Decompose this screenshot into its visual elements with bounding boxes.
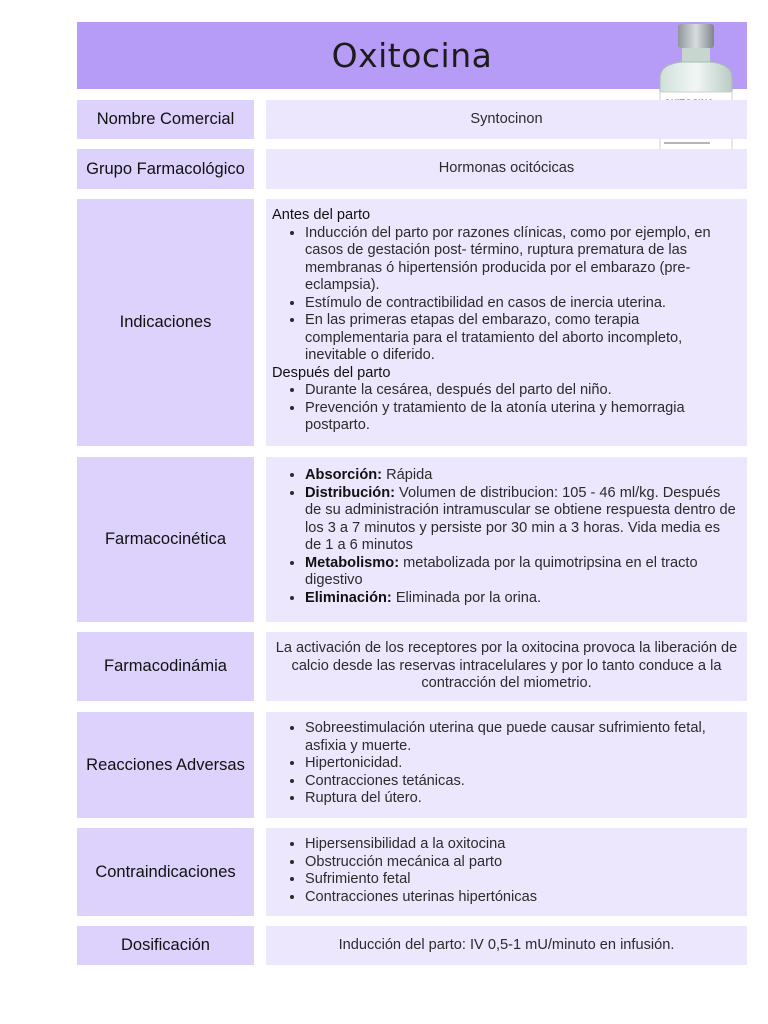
row-dosificacion (77, 926, 747, 965)
label-reacciones-adversas: Reacciones Adversas (77, 712, 254, 818)
list-item: • Estímulo de contractibilidad en casos de inercia uterina. (305, 295, 739, 313)
label-nombre-comercial: Nombre Comercial (77, 100, 254, 139)
list-item: • Inducción del parto por razones clínicas, como por ejemplo, en casos de gestación post- término, ruptura prematura de las membranas ó hipertensión producida por el embarazo (pre-eclampsia). (305, 225, 739, 295)
row-indicaciones (77, 199, 747, 446)
value-grupo-farmacologico: Hormonas ocitócicas (266, 149, 747, 189)
farmacocinetica-list (272, 467, 739, 607)
contraindicaciones-list (272, 836, 739, 906)
value-reacciones-adversas (266, 712, 747, 818)
list-item: • Sobreestimulación uterina que puede causar sufrimiento fetal, asfixia y muerte. (305, 720, 739, 755)
row-grupo-farmacologico (77, 149, 747, 189)
value-nombre-comercial: Syntocinon (266, 100, 747, 139)
label-indicaciones: Indicaciones (77, 199, 254, 446)
row-contraindicaciones (77, 828, 747, 916)
text-distribucion: Volumen de distribucion: 105 - 46 ml/kg. Después de su administración intramuscular se obtiene respuesta dentro de los 3 a 7 minutos y persiste por 30 min a 3 horas. Vida media es de 1 a 6 minutos (305, 484, 736, 553)
term-eliminacion: Eliminación: (305, 589, 392, 606)
value-farmacodinamia: La activación de los receptores por la oxitocina provoca la liberación de calcio desde las reservas intracelulares y por lo tanto conduce a la contracción del miometrio. (266, 632, 747, 701)
despues-del-parto-heading: Después del parto (272, 364, 391, 381)
value-dosificacion: Inducción del parto: IV 0,5-1 mU/minuto en infusión. (266, 926, 747, 965)
term-absorcion: Absorción: (305, 467, 383, 483)
list-item (305, 485, 739, 555)
list-item (305, 467, 739, 485)
list-item (305, 555, 739, 590)
row-reacciones-adversas (77, 712, 747, 818)
list-item: • En las primeras etapas del embarazo, como terapia complementaria para el tratamiento del aborto incompleto, inevitable o diferido. (305, 312, 739, 365)
value-contraindicaciones (266, 828, 747, 916)
antes-del-parto-heading: Antes del parto (272, 207, 371, 223)
label-grupo-farmacologico: Grupo Farmacológico (77, 149, 254, 189)
list-item: • Obstrucción mecánica al parto (305, 854, 739, 872)
row-nombre-comercial (77, 100, 747, 139)
list-item: • Hipersensibilidad a la oxitocina (305, 836, 739, 854)
term-metabolismo: Metabolismo: (305, 554, 400, 571)
list-item: • Hipertonicidad. (305, 755, 739, 773)
list-item: • Sufrimiento fetal (305, 871, 739, 889)
label-dosificacion: Dosificación (77, 926, 254, 965)
list-item: • Durante la cesárea, después del parto del niño. (305, 382, 739, 400)
despues-del-parto-list (272, 382, 739, 435)
text-eliminacion: Eliminada por la orina. (391, 589, 542, 606)
label-farmacocinetica: Farmacocinética (77, 457, 254, 622)
value-farmacocinetica (266, 457, 747, 622)
page-title: Oxitocina (331, 36, 493, 75)
list-item: • Contracciones tetánicas. (305, 773, 739, 791)
text-metabolismo: metabolizada por la quimotripsina en el tracto digestivo (305, 554, 698, 588)
list-item: • Prevención y tratamiento de la atonía uterina y hemorragia postparto. (305, 400, 739, 435)
antes-del-parto-list (272, 225, 739, 365)
label-contraindicaciones: Contraindicaciones (77, 828, 254, 916)
label-farmacodinamia: Farmacodinámia (77, 632, 254, 701)
text-absorcion: Rápida (382, 467, 433, 483)
list-item: • Ruptura del útero. (305, 790, 739, 808)
list-item: • Contracciones uterinas hipertónicas (305, 889, 739, 907)
term-distribucion: Distribución: (305, 484, 395, 501)
row-farmacodinamia (77, 632, 747, 701)
reacciones-list (272, 720, 739, 808)
value-indicaciones (266, 199, 747, 446)
row-farmacocinetica (77, 457, 747, 622)
list-item (305, 590, 739, 608)
